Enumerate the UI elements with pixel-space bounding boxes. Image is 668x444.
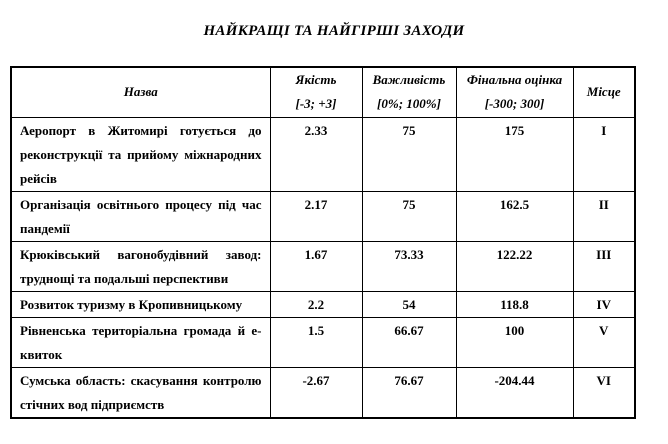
table-row: [11, 317, 635, 367]
column-header-importance: [362, 67, 456, 117]
quality-value: 1.67: [270, 241, 362, 291]
importance-value: 75: [362, 117, 456, 191]
table-row: [11, 291, 635, 317]
ratings-table: [10, 66, 636, 419]
place-value: I: [573, 117, 635, 191]
column-range: [0%; 100%]: [377, 96, 441, 112]
column-range: [-3; +3]: [295, 96, 337, 112]
place-value: V: [573, 317, 635, 367]
quality-value: -2.67: [270, 367, 362, 418]
event-name: Організація освітнього процесу під час пандемії: [11, 191, 270, 241]
table-row: [11, 117, 635, 191]
table-row: [11, 367, 635, 418]
column-header-place: [573, 67, 635, 117]
column-header-name: [11, 67, 270, 117]
place-value: VI: [573, 367, 635, 418]
header-row: [11, 67, 635, 117]
column-label: Місце: [586, 84, 621, 100]
final-score-value: 118.8: [456, 291, 573, 317]
event-name: Розвиток туризму в Кропивницькому: [11, 291, 270, 317]
importance-value: 73.33: [362, 241, 456, 291]
importance-value: 75: [362, 191, 456, 241]
final-score-value: -204.44: [456, 367, 573, 418]
page-title: НАЙКРАЩІ ТА НАЙГІРШІ ЗАХОДИ: [203, 23, 465, 39]
event-name: Сумська область: скасування контролю стічних вод підприємств: [11, 367, 270, 418]
table-body: [11, 117, 635, 418]
column-label: Фінальна оцінка: [466, 72, 563, 88]
place-value: II: [573, 191, 635, 241]
event-name: Крюківський вагонобудівний завод: труднощі та подальші перспективи: [11, 241, 270, 291]
importance-value: 66.67: [362, 317, 456, 367]
column-header-quality: [270, 67, 362, 117]
place-value: IV: [573, 291, 635, 317]
column-range: [-300; 300]: [484, 96, 545, 112]
column-label: Важливість: [372, 72, 446, 88]
quality-value: 2.2: [270, 291, 362, 317]
final-score-value: 122.22: [456, 241, 573, 291]
quality-value: 2.33: [270, 117, 362, 191]
table-row: [11, 191, 635, 241]
final-score-value: 100: [456, 317, 573, 367]
event-name: Рівненська територіальна громада й е-квиток: [11, 317, 270, 367]
column-label: Назва: [123, 84, 158, 100]
final-score-value: 162.5: [456, 191, 573, 241]
event-name: Аеропорт в Житомирі готується до реконструкції та прийому міжнародних рейсів: [11, 117, 270, 191]
table-row: [11, 241, 635, 291]
final-score-value: 175: [456, 117, 573, 191]
column-label: Якість: [295, 72, 337, 88]
quality-value: 1.5: [270, 317, 362, 367]
importance-value: 54: [362, 291, 456, 317]
column-header-final-score: [456, 67, 573, 117]
importance-value: 76.67: [362, 367, 456, 418]
quality-value: 2.17: [270, 191, 362, 241]
place-value: III: [573, 241, 635, 291]
